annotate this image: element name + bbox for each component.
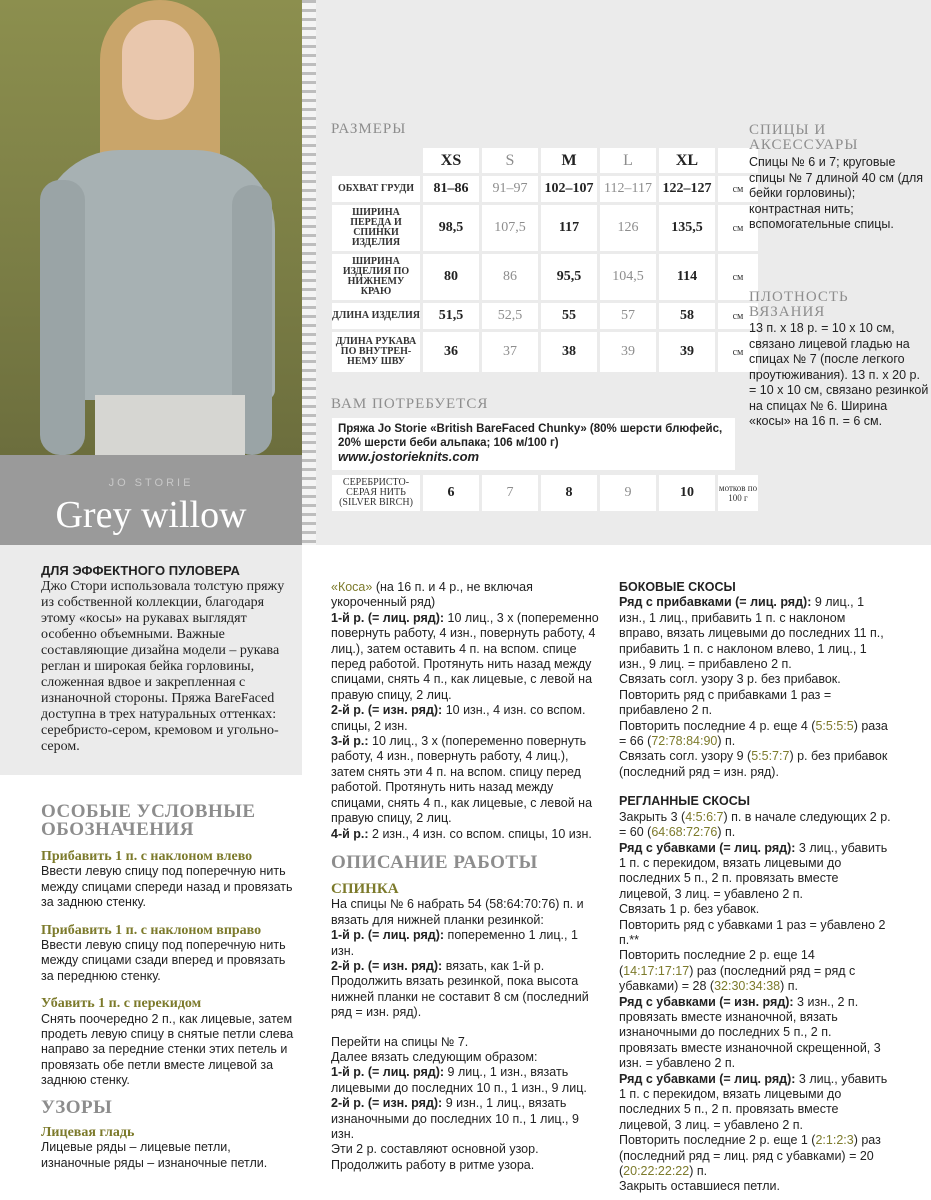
size-value: 104,5	[600, 254, 656, 300]
size-row-label: ШИРИНА ПЕРЕДА И СПИНКИ ИЗДЕЛИЯ	[332, 205, 420, 251]
size-value: 37	[482, 332, 538, 372]
row-label: 2-й р. (= изн. ряд):	[331, 1096, 443, 1111]
text-part: 4:5:6:7	[685, 809, 724, 824]
size-value: 36	[423, 332, 479, 372]
yarn-quantity: 7	[482, 475, 538, 511]
yarn-quantity: 8	[541, 475, 597, 511]
pattern-sub: Лицевая гладь	[41, 1124, 135, 1140]
yarn-table	[329, 472, 761, 514]
size-value: 80	[423, 254, 479, 300]
raglan-heading: РЕГЛАННЫЕ СКОСЫ	[619, 794, 750, 809]
size-value: 112–117	[600, 176, 656, 202]
desc-p2: Продолжить вязать резинкой, пока высота нижней планки не составит 8 см (последний ряд = изн. ряд).	[331, 974, 589, 1020]
symbol-text: Ввести левую спицу под поперечную нить между спицами спереди назад и провязать за заднюю стенку.	[41, 864, 293, 910]
yarn-url[interactable]: www.jostorieknits.com	[338, 449, 480, 464]
raglan-line	[619, 948, 891, 994]
gauge-heading: ПЛОТНОСТЬ ВЯЗАНИЯ	[749, 289, 849, 320]
yarn-line: 20% шерсти беби альпака; 106 м/100 г)	[338, 437, 559, 449]
text-part: Повторить последние 2 р. еще 1 (	[619, 1133, 816, 1148]
text-part: ) р. без прибавок (последний ряд = изн. ряд).	[619, 749, 888, 779]
size-unit: см	[718, 303, 758, 329]
row-label: Ряд с прибавками (= лиц. ряд):	[619, 595, 812, 610]
photo-sleeve-left	[40, 180, 85, 455]
size-unit: см	[718, 176, 758, 202]
patterns-heading: УЗОРЫ	[41, 1096, 113, 1118]
cable-row	[331, 827, 603, 842]
size-header-empty	[332, 148, 420, 173]
symbol-text: Ввести левую спицу под поперечную нить между спицами сзади вперед и провязать за переднюю стенку.	[41, 938, 286, 983]
size-col-xl: XL	[659, 148, 715, 173]
row-label: Ряд с убавками (= лиц. ряд):	[619, 1071, 796, 1086]
side-row	[619, 595, 891, 672]
text-part: ) п.	[717, 825, 736, 840]
row-label: 3-й р.:	[331, 734, 369, 749]
gauge-text: 13 п. х 18 р. = 10 х 10 см, связано лицевой гладью на спицах № 7 (после легкого проутюживания). 13 п. х 20 р. = 10 х 10 см, связано резинкой на спицах № 6. Ширина «косы» на 16 п. = 6 см.	[749, 321, 929, 428]
raglan-line: Связать 1 р. без убавок.	[619, 902, 760, 917]
size-row	[332, 205, 758, 251]
size-col-s: S	[482, 148, 538, 173]
row-label: 1-й р. (= лиц. ряд):	[331, 1065, 445, 1080]
size-value: 58	[659, 303, 715, 329]
side-line	[619, 749, 891, 780]
row-text: 10 лиц., 3 x (попеременно повернуть работу, 4 изн., повернуть работу, 4 лиц.), затем оставить 4 п. на вспом. спице перед работой. Протянуть нить назад между спицами, снять 4 п., как лицевые, с левой на правую спицу, 2 лиц.	[331, 610, 599, 702]
row-text: 10 изн., 4 изн. со вспом. спицы, 2 изн.	[331, 703, 586, 733]
photo-face	[122, 20, 194, 120]
cable-title-rest: (на 16 п. и 4 р., не включая укороченный ряд)	[331, 580, 533, 610]
text-part: ) раз (последний ряд = лиц. ряд с убавками) = 20 (	[619, 1133, 881, 1179]
yarn-unit: мотков по 100 г	[718, 475, 758, 511]
row-label: Ряд с убавками (= изн. ряд):	[619, 994, 794, 1009]
size-row	[332, 303, 758, 329]
yarn-quantity: 6	[423, 475, 479, 511]
text-part: ) п.	[780, 979, 799, 994]
row-text: 9 лиц., 1 изн., вязать лицевыми до последних 10 п., 1 изн., 9 лиц.	[331, 1065, 587, 1095]
size-value: 51,5	[423, 303, 479, 329]
symbols-heading: ОСОБЫЕ УСЛОВНЫЕ ОБОЗНАЧЕНИЯ	[41, 801, 256, 840]
cable-row	[331, 611, 603, 703]
size-row	[332, 254, 758, 300]
text-part: 32:30:34:38	[714, 979, 781, 994]
text-part: ) раза = 66 (	[619, 718, 888, 749]
description-heading: ОПИСАНИЕ РАБОТЫ	[331, 851, 538, 873]
desc-p1: На спицы № 6 набрать 54 (58:64:70:76) п. и вязать для нижней планки резинкой:	[331, 897, 584, 927]
size-value: 122–127	[659, 176, 715, 202]
raglan-row	[619, 841, 891, 903]
size-unit: см	[718, 254, 758, 300]
size-value: 95,5	[541, 254, 597, 300]
yarn-quantity: 9	[600, 475, 656, 511]
desc-p6: Продолжить работу в ритме узора.	[331, 1157, 535, 1172]
yarn-description	[332, 418, 735, 470]
row-text: 10 лиц., 3 x (попеременно повернуть работу, 4 изн., повернуть работу, 4 лиц.), затем снять эти 4 п. на вспом. спицу перед работой. Протянуть нить назад между спицами, снять 4 п., как лицевые, с левой на правую спицу, 2 лиц.	[331, 734, 593, 826]
text-part: ) раз (последний ряд = ряд с убавками) = 28 (	[619, 963, 856, 994]
text-part: ) п. в начале следующих 2 р. = 60 (	[619, 809, 891, 840]
title-block	[0, 455, 302, 545]
size-row-label: ДЛИНА ИЗДЕЛИЯ	[332, 303, 420, 329]
size-value: 39	[659, 332, 715, 372]
raglan-line	[619, 1133, 891, 1179]
left-column	[41, 803, 296, 1171]
text-part: 5:5:5:5	[815, 718, 854, 733]
row-text: 3 изн., 2 п. провязать вместе изнаночной, вязать изнаночными до последних 5 п., 2 п. провязать вместе изнаночной скрещенной, 3 изн. = убавлено 2 п.	[619, 994, 881, 1071]
text-part: 2:1:2:3	[815, 1133, 854, 1148]
size-col-l: L	[600, 148, 656, 173]
size-col-m: M	[541, 148, 597, 173]
side-line	[619, 719, 891, 750]
yarn-line: Пряжа Jo Storie «British BareFaced Chunky» (80% шерсти блюфейс,	[338, 423, 723, 435]
row-text: вязать, как 1-й р.	[442, 958, 545, 973]
row-label: 2-й р. (= изн. ряд):	[331, 703, 443, 718]
text-part: 20:22:22:22	[623, 1164, 690, 1179]
size-row	[332, 176, 758, 202]
text-part: 14:17:17:17	[623, 963, 690, 978]
photo-skirt	[95, 395, 245, 455]
size-unit: см	[718, 205, 758, 251]
cable-row	[331, 703, 603, 734]
side-heading: БОКОВЫЕ СКОСЫ	[619, 580, 736, 594]
pattern-text: Лицевые ряды – лицевые петли, изнаночные ряды – изнаночные петли.	[41, 1140, 268, 1170]
raglan-line: Закрыть оставшиеся петли.	[619, 1179, 780, 1194]
text-part: Повторить последние 2 р. еще 14 (	[619, 948, 815, 978]
text-part: Связать согл. узору 9 (	[619, 749, 752, 764]
desc-p5: Эти 2 р. составляют основной узор.	[331, 1142, 539, 1157]
text-part: ) п.	[689, 1164, 708, 1179]
intro-block	[0, 545, 302, 775]
size-value: 135,5	[659, 205, 715, 251]
desc-p3: Перейти на спицы № 7.	[331, 1034, 469, 1049]
size-value: 107,5	[482, 205, 538, 251]
size-value: 39	[600, 332, 656, 372]
symbol-text: Снять поочередно 2 п., как лицевые, затем продеть левую спицу в снятые петли слева направо за передние стенки этих петель и провязать обе петли вместе лицевой за заднюю стенку.	[41, 1011, 294, 1088]
side-line: Повторить ряд с прибавками 1 раз = прибавлено 2 п.	[619, 687, 832, 718]
yarn-color-label: СЕРЕБРИСТО-СЕРАЯ НИТЬ (SILVER BIRCH)	[332, 475, 420, 511]
symbol-title: Прибавить 1 п. с наклоном вправо	[41, 922, 262, 938]
text-part: Закрыть 3 (	[619, 809, 686, 824]
designer-name: JO STORIE	[108, 477, 194, 489]
row-text: попеременно 1 лиц., 1 изн.	[331, 928, 578, 958]
symbol-title: Убавить 1 п. с перекидом	[41, 996, 202, 1012]
size-value: 81–86	[423, 176, 479, 202]
text-part: Повторить последние 4 р. еще 4 (	[619, 718, 816, 733]
text-part: 72:78:84:90	[651, 734, 718, 749]
text-part: 5:5:7:7	[751, 749, 790, 764]
size-value: 57	[600, 303, 656, 329]
row-text: 3 лиц., убавить 1 п. с перекидом, вязать лицевыми до последних 5 п., 2 п. провязать вместе лицевой, 3 лиц. = убавлено 2 п.	[619, 840, 888, 901]
raglan-row	[619, 1072, 891, 1134]
size-value: 91–97	[482, 176, 538, 202]
cable-title: «Коса»	[331, 580, 373, 594]
pattern-title: Grey willow	[55, 494, 247, 536]
intro-text: Джо Стори использовала толстую пряжу из собственной коллекции, благодаря этому «косы» на рукавах выглядят особенно объемными. Важные составляющие дизайна модели – рукава реглан и широкая бейка горловины, сложенная вдвое и закрепленная с изнаночной стороны. Пряжа BareFaced доступна в трех натуральных оттенках: серебристо-сером, кремовом и угольно-сером.	[41, 579, 285, 754]
cable-intro	[331, 580, 603, 611]
row-text: 9 изн., 1 лиц., вязать изнаночными до последних 10 п., 1 лиц., 9 изн.	[331, 1096, 579, 1141]
needles-text: Спицы № 6 и 7; круговые спицы № 7 длиной 40 см (для бейки горловины); контрастная нить; вспомогательные спицы.	[749, 155, 924, 231]
right-column	[619, 580, 891, 1195]
size-value: 102–107	[541, 176, 597, 202]
size-value: 98,5	[423, 205, 479, 251]
side-line: Связать согл. узору 3 р. без прибавок.	[619, 672, 841, 687]
text-part: ) п.	[717, 734, 736, 749]
size-value: 55	[541, 303, 597, 329]
model-photo	[0, 0, 302, 455]
needles-heading: СПИЦЫ И АКСЕССУАРЫ	[749, 122, 859, 153]
row-text: 3 лиц., убавить 1 п. с перекидом, вязать лицевыми до последних 5 п., 2 п. провязать вместе лицевой, 3 лиц. = убавлено 2 п.	[619, 1071, 888, 1132]
size-table	[329, 145, 761, 375]
size-value: 52,5	[482, 303, 538, 329]
row-label: 1-й р. (= лиц. ряд):	[331, 928, 445, 943]
row-label: 2-й р. (= изн. ряд):	[331, 958, 443, 973]
size-value: 117	[541, 205, 597, 251]
symbol-title: Прибавить 1 п. с наклоном влево	[41, 849, 253, 864]
row-label: Ряд с убавками (= лиц. ряд):	[619, 840, 796, 855]
size-row-label: ШИРИНА ИЗДЕЛИЯ ПО НИЖНЕМУ КРАЮ	[332, 254, 420, 300]
size-value: 38	[541, 332, 597, 372]
size-row-label: ОБХВАТ ГРУДИ	[332, 176, 420, 202]
row-label: 1-й р. (= лиц. ряд):	[331, 610, 445, 625]
row-text: 2 изн., 4 изн. со вспом. спицы, 10 изн.	[368, 826, 592, 841]
raglan-line	[619, 810, 891, 841]
back-heading: СПИНКА	[331, 880, 399, 897]
desc-row	[331, 959, 603, 974]
yarn-quantity: 10	[659, 475, 715, 511]
raglan-row	[619, 995, 891, 1072]
middle-column	[331, 580, 603, 1173]
size-header-row	[332, 148, 758, 173]
cable-row	[331, 734, 603, 826]
size-unit: см	[718, 332, 758, 372]
size-row-label: ДЛИНА РУКАВА ПО ВНУТРЕН-НЕМУ ШВУ	[332, 332, 420, 372]
materials-heading: ВАМ ПОТРЕБУЕТСЯ	[331, 396, 489, 412]
spiral-binding	[302, 0, 316, 545]
size-row	[332, 332, 758, 372]
sizes-heading: РАЗМЕРЫ	[331, 121, 407, 137]
desc-p4: Далее вязать следующим образом:	[331, 1049, 538, 1064]
intro-heading: ДЛЯ ЭФФЕКТНОГО ПУЛОВЕРА	[41, 563, 240, 578]
row-label: 4-й р.:	[331, 826, 369, 841]
text-part: 64:68:72:76	[651, 825, 718, 840]
raglan-line: Повторить ряд с убавками 1 раз = убавлено 2 п.**	[619, 917, 886, 947]
size-value: 114	[659, 254, 715, 300]
size-value: 86	[482, 254, 538, 300]
desc-row	[331, 928, 603, 959]
desc-row	[331, 1096, 603, 1142]
size-col-xs: XS	[423, 148, 479, 173]
size-value: 126	[600, 205, 656, 251]
row-text: 9 лиц., 1 изн., 1 лиц., прибавить 1 п. с наклоном вправо, вязать лицевыми до последних 11 п., прибавить 1 п. с наклоном влево, 1 лиц., 1 изн., 9 лиц. = прибавлено 2 п.	[619, 595, 884, 672]
desc-row	[331, 1065, 603, 1096]
yarn-row	[332, 475, 758, 511]
